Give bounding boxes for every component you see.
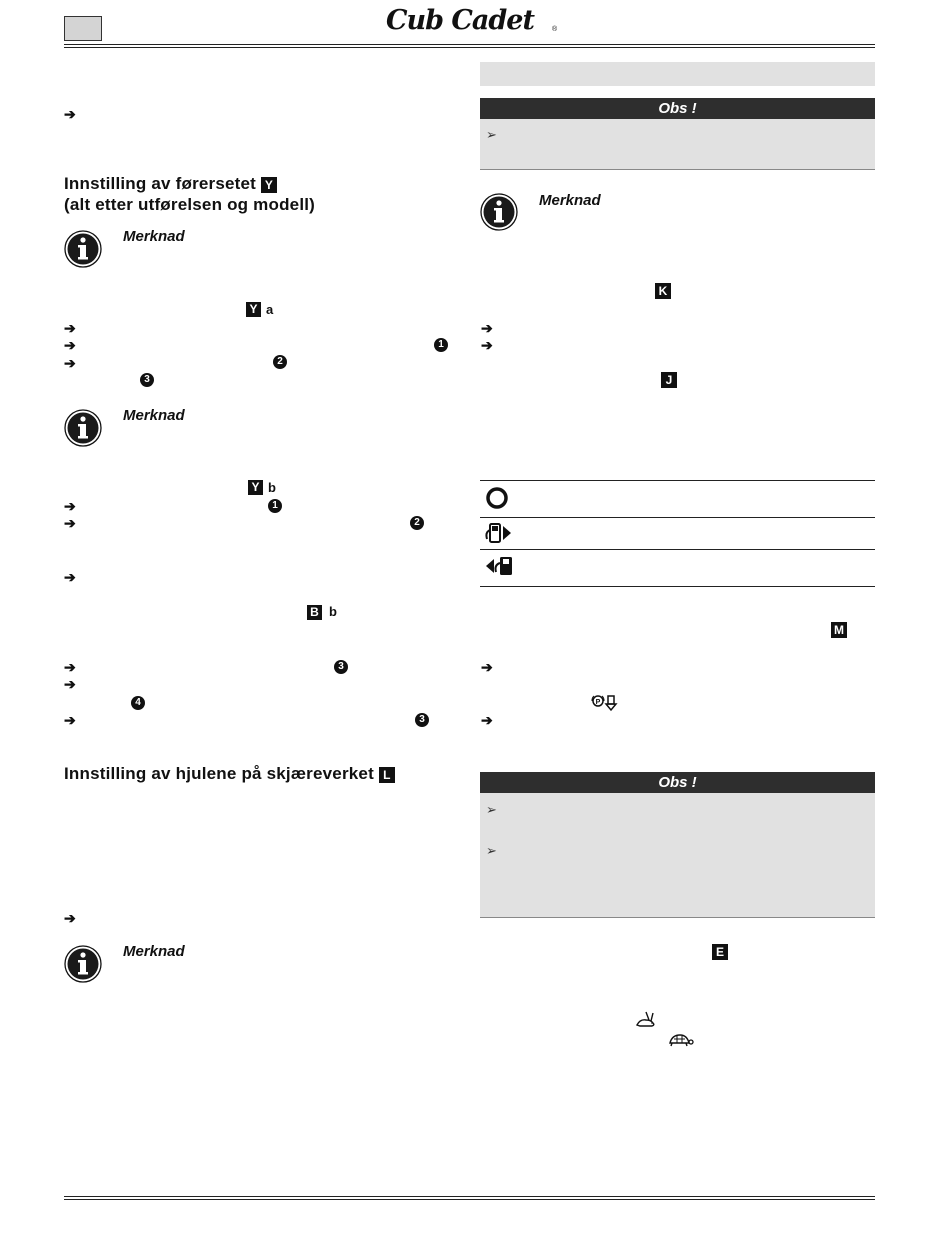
ring-icon — [485, 486, 509, 510]
step-arrow: ➔ — [481, 659, 493, 675]
step-arrow: ➔ — [64, 712, 76, 728]
wheels-heading — [64, 763, 395, 784]
table-rule — [480, 480, 875, 481]
footer-rule — [64, 1196, 875, 1197]
turtle-icon — [666, 1032, 694, 1048]
figure-sub-b: b — [329, 604, 337, 619]
fuel-pump-right-icon — [484, 521, 514, 545]
callout-4: 4 — [131, 696, 145, 710]
step-arrow: ➔ — [64, 676, 76, 692]
step-arrow: ➔ — [64, 320, 76, 336]
callout-1: 1 — [434, 338, 448, 352]
table-rule — [480, 586, 875, 587]
figure-ref-y: Y — [246, 302, 261, 317]
caution-body — [480, 793, 875, 918]
figure-sub-a: a — [266, 302, 274, 317]
caution-header: Obs ! — [480, 98, 875, 119]
note-label: Merknad — [123, 228, 185, 245]
table-rule — [480, 549, 875, 550]
note-label: Merknad — [123, 943, 185, 960]
rabbit-icon — [634, 1010, 658, 1030]
step-arrow: ➔ — [64, 355, 76, 371]
figure-ref-y: Y — [248, 480, 263, 495]
svg-text:®: ® — [552, 26, 558, 33]
step-arrow: ➔ — [481, 337, 493, 353]
step-arrow: ➔ — [481, 320, 493, 336]
header-rule-2 — [64, 47, 875, 48]
figure-ref-b: B — [307, 605, 322, 620]
figure-ref-k: K — [655, 283, 671, 299]
fuel-pump-left-icon — [484, 554, 516, 578]
svg-text:P: P — [595, 699, 601, 706]
callout-1: 1 — [268, 499, 282, 513]
info-icon — [64, 945, 102, 983]
callout-3: 3 — [140, 373, 154, 387]
bullet-icon: ➢ — [486, 127, 497, 142]
step-arrow: ➔ — [481, 712, 493, 728]
figure-sub-b: b — [268, 480, 276, 495]
step-arrow: ➔ — [64, 106, 76, 122]
svg-text:Cub Cadet: Cub Cadet — [386, 5, 534, 34]
figure-ref-l: L — [379, 767, 395, 783]
section-title-bar — [480, 62, 875, 86]
callout-2: 2 — [410, 516, 424, 530]
table-rule — [480, 517, 875, 518]
cub-cadet-logo — [384, 4, 564, 34]
callout-3: 3 — [415, 713, 429, 727]
bullet-icon: ➢ — [486, 802, 497, 817]
step-arrow: ➔ — [64, 515, 76, 531]
figure-ref-e: E — [712, 944, 728, 960]
note-label: Merknad — [539, 192, 601, 209]
step-arrow: ➔ — [64, 337, 76, 353]
info-icon — [480, 193, 518, 231]
header-rule — [64, 44, 875, 45]
wheels-heading-text: Innstilling av hjulene på skjæreverket — [64, 764, 374, 783]
seat-heading-line1: Innstilling av førersetet — [64, 174, 257, 193]
seat-heading-line2: (alt etter utførelsen og modell) — [64, 195, 316, 214]
brake-symbol-icon — [590, 694, 622, 712]
page-number-box — [64, 16, 102, 41]
info-icon — [64, 230, 102, 268]
figure-ref-m: M — [831, 622, 847, 638]
step-arrow: ➔ — [64, 910, 76, 926]
footer-rule-2 — [64, 1199, 875, 1200]
figure-ref-j: J — [661, 372, 677, 388]
info-icon — [64, 409, 102, 447]
note-label: Merknad — [123, 407, 185, 424]
callout-3: 3 — [334, 660, 348, 674]
bullet-icon: ➢ — [486, 843, 497, 858]
step-arrow: ➔ — [64, 498, 76, 514]
caution-header: Obs ! — [480, 772, 875, 793]
step-arrow: ➔ — [64, 659, 76, 675]
step-arrow: ➔ — [64, 569, 76, 585]
figure-ref-y: Y — [261, 177, 277, 193]
callout-2: 2 — [273, 355, 287, 369]
caution-body — [480, 119, 875, 170]
seat-heading — [64, 173, 315, 215]
